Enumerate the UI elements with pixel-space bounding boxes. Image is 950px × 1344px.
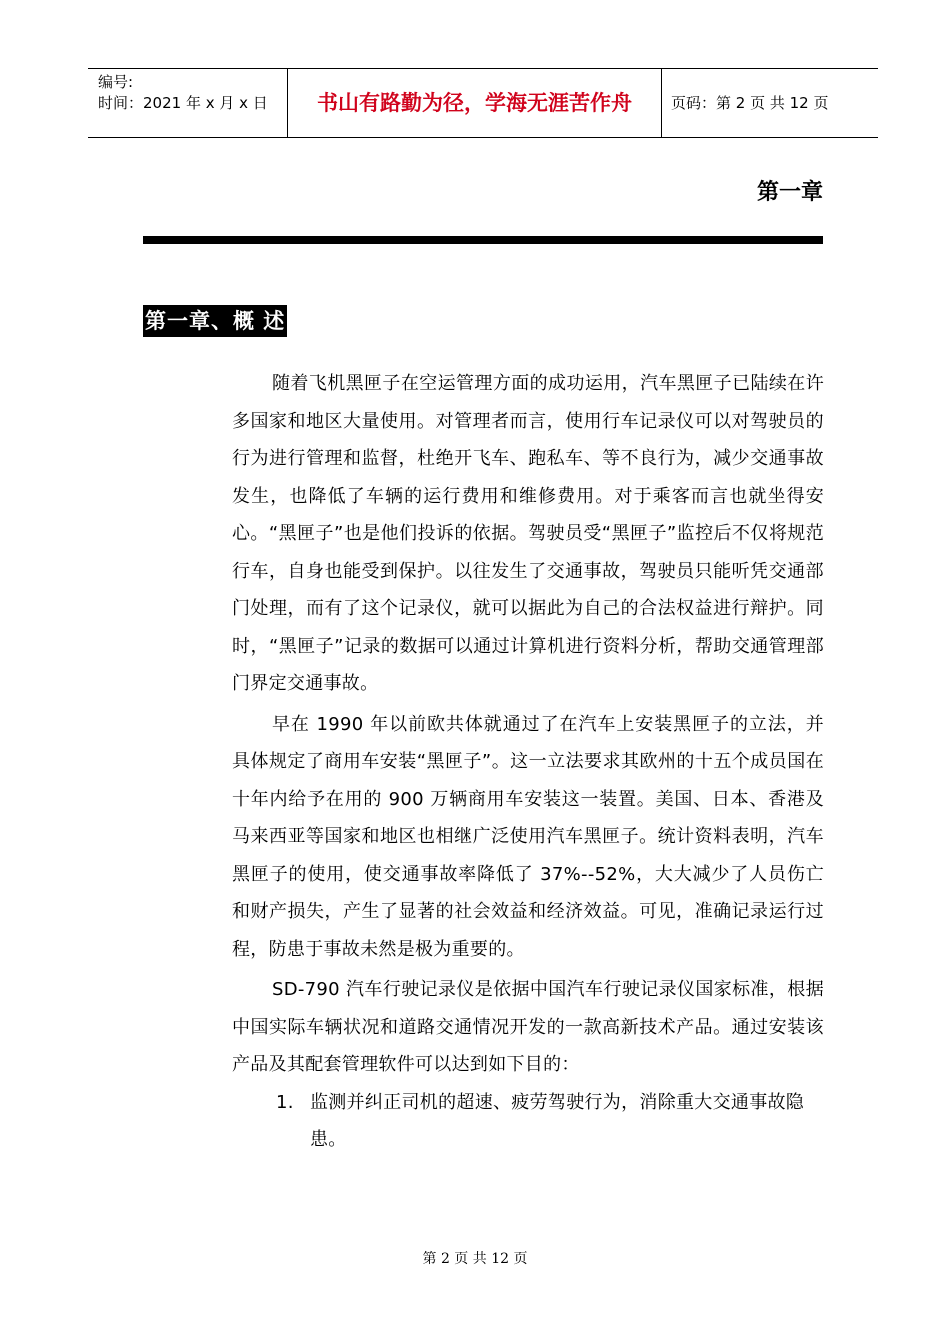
page-footer: 第 2 页 共 12 页 <box>422 1251 528 1267</box>
chapter-title: 第一章 <box>756 180 823 205</box>
paragraph: 早在 1990 年以前欧共体就通过了在汽车上安装黑匣子的立法，并具体规定了商用车安装“黑匣子”。这一立法要求其欧州的十五个成员国在十年内给予在用的 900 万辆商用车安装这一装置。美国、日本、香港及马来西亚等国家和地区也相继广泛使用汽车黑匣子。统计资料表明，汽车黑匣子的使用，使交通事故率降低了 37%--52%，大大减少了人员伤亡和财产损失，产生了显著的社会效益和经济效益。可见，准确记录运行过程，防患于事故未然是极为重要的。 <box>232 713 824 960</box>
number-label: 编号: <box>98 73 134 91</box>
header-motto: 书山有路勤为径，学海无涯苦作舟 <box>287 69 662 137</box>
chapter-divider <box>143 236 823 244</box>
section-heading: 第一章、概 述 <box>143 305 287 337</box>
list-text: 监测并纠正司机的超速、疲劳驾驶行为，消除重大交通事故隐患。 <box>310 1091 805 1150</box>
body-text <box>232 365 824 1159</box>
paragraph: SD-790 汽车行驶记录仪是依据中国汽车行驶记录仪国家标准，根据中国实际车辆状况和道路交通情况开发的一款高新技术产品。通过安装该产品及其配套管理软件可以达到如下目的： <box>232 979 824 1075</box>
header-table <box>88 68 878 138</box>
header-meta <box>88 69 287 137</box>
header-page-code: 页码：第 2 页 共 12 页 <box>671 94 829 112</box>
list-number: 1. <box>276 1091 294 1113</box>
time-label: 时间：2021 年 x 月 x 日 <box>98 94 268 112</box>
list-item <box>232 1084 824 1159</box>
paragraph: 随着飞机黑匣子在空运管理方面的成功运用，汽车黑匣子已陆续在许多国家和地区大量使用。对管理者而言，使用行车记录仪可以对驾驶员的行为进行管理和监督，杜绝开飞车、跑私车、等不良行为，减少交通事故发生，也降低了车辆的运行费用和维修费用。对于乘客而言也就坐得安心。“黑匣子”也是他们投诉的依据。驾驶员受“黑匣子”监控后不仅将规范行车，自身也能受到保护。以往发生了交通事故，驾驶员只能听凭交通部门处理，而有了这个记录仪，就可以据此为自己的合法权益进行辩护。同时，“黑匣子”记录的数据可以通过计算机进行资料分析，帮助交通管理部门界定交通事故。 <box>232 373 824 694</box>
